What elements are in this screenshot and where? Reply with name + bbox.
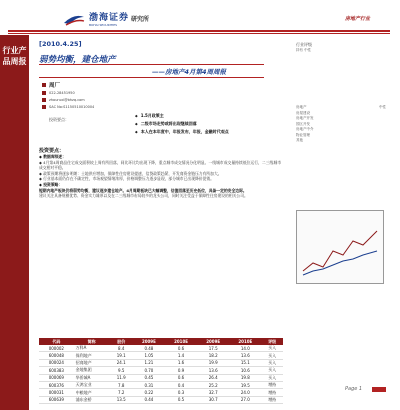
- table-cell: 13.5: [110, 396, 133, 403]
- table-cell: 增持: [261, 389, 283, 396]
- table-cell: 27.0: [229, 396, 261, 403]
- analyst-name: 周厂: [49, 83, 61, 89]
- rating-row: 其他: [296, 138, 303, 142]
- table-header: 2009E: [133, 338, 165, 345]
- certificate-icon: [42, 105, 46, 109]
- chart-decoration-icon: [297, 211, 383, 283]
- report-title: 弱势均衡，建仓地产: [39, 55, 116, 65]
- table-cell: 19.1: [110, 352, 133, 359]
- report-body: [39, 145, 281, 199]
- table-cell: 增持: [261, 381, 283, 388]
- page-accent-bar: [372, 387, 386, 392]
- rating-heading: 行业评级: [296, 42, 312, 47]
- table-cell: 中粮地产: [74, 389, 110, 396]
- table-cell: 13.6: [229, 352, 261, 359]
- rating-row: 房地产开发: [296, 116, 314, 120]
- table-cell: 华侨城A: [74, 374, 110, 381]
- section-subtitle: ◆ 数据库综述：: [39, 154, 67, 159]
- table-cell: 0.4: [165, 381, 197, 388]
- table-row: [39, 381, 283, 388]
- table-cell: 0.45: [133, 374, 165, 381]
- table-cell: 0.48: [133, 345, 165, 352]
- table-cell: 金地集团: [74, 367, 110, 374]
- body-paragraph-bold: 短期内地产板块仍将弱势均衡，建议逐步建仓地产。4月周期板块已大幅调整，估值回落至历史低位，具备一定的安全边际。: [39, 187, 247, 193]
- phone-icon: [42, 91, 46, 95]
- logo-mark-icon: [62, 11, 86, 27]
- table-cell: 浦东金桥: [74, 396, 110, 403]
- table-header: 2009E: [197, 338, 229, 345]
- table-cell: 600376: [39, 381, 74, 388]
- table-cell: 18.2: [197, 352, 229, 359]
- table-cell: 买入: [261, 374, 283, 381]
- table-cell: 0.6: [165, 345, 197, 352]
- rating-row: 房地产中介: [296, 127, 314, 131]
- logo-name-cn: 渤海证券: [89, 13, 130, 23]
- table-row: [39, 389, 283, 396]
- report-subtitle: ——房地产4月第4周周报: [152, 68, 227, 76]
- table-cell: 保利地产: [74, 352, 110, 359]
- table-cell: 8.4: [110, 345, 133, 352]
- table-cell: 0.44: [133, 396, 165, 403]
- table-cell: 600639: [39, 396, 74, 403]
- table-cell: 买入: [261, 359, 283, 366]
- body-paragraph: ◆ 行业基本面仍存在不确定性，市场观望情绪浓厚，价格调整压力逐步显现，部分城市已出现降价促销。: [39, 176, 214, 182]
- table-cell: 增持: [261, 396, 283, 403]
- table-cell: 600048: [39, 352, 74, 359]
- table-header: 2010E: [229, 338, 261, 345]
- body-paragraph: 建议关注具备规模优势、资金实力雄厚以及在二三线城市布局较多的龙头公司，同时关注受益于保障性住房建设的相关公司。: [39, 193, 248, 199]
- table-cell: 0.31: [133, 381, 165, 388]
- table-header: 评级: [261, 338, 283, 345]
- table-header: 代码: [39, 338, 74, 345]
- table-cell: 买入: [261, 352, 283, 359]
- table-cell: 32.7: [197, 389, 229, 396]
- body-paragraph: ◆ 政策预期将逐步明朗：土地供应增加，保障性住房建设提速，信贷政策趋紧，开发商资金链压力有所加大。: [39, 170, 222, 176]
- header-industry-tag: 房地产行业: [344, 16, 370, 22]
- table-cell: 买入: [261, 367, 283, 374]
- sidebar-chart-placeholder: [296, 210, 384, 284]
- report-date: [2010.4.25]: [39, 40, 82, 48]
- table-cell: 17.5: [197, 345, 229, 352]
- table-cell: 天鸿宝业: [74, 381, 110, 388]
- table-header: 简称: [74, 338, 110, 345]
- table-row: [39, 374, 283, 381]
- table-row: [39, 359, 283, 366]
- table-header: 2010E: [165, 338, 197, 345]
- table-cell: 19.8: [229, 374, 261, 381]
- table-cell: 1.6: [165, 359, 197, 366]
- title-rule: [39, 64, 264, 65]
- table-cell: 14.0: [229, 345, 261, 352]
- table-cell: 0.5: [165, 396, 197, 403]
- analyst-email[interactable]: zhouruxi@bhzq.com: [49, 98, 85, 102]
- key-points-list: [135, 112, 285, 136]
- table-cell: 买入: [261, 345, 283, 352]
- analyst-cert: SAC No:S1150510010004: [49, 105, 95, 109]
- table-cell: 000031: [39, 389, 74, 396]
- table-cell: 0.22: [133, 389, 165, 396]
- header-rule: [8, 30, 390, 32]
- email-icon: [42, 98, 46, 102]
- table-cell: 19.5: [229, 381, 261, 388]
- header-sub-label: 研究所: [131, 16, 150, 23]
- intro-label: 投资要点：: [49, 117, 69, 122]
- table-cell: 7.8: [110, 381, 133, 388]
- body-paragraph: ◆ 4月第4周商品住宅成交面积较上周有所回落，同比环比均出现下降，重点城市成交情况分化明显。一线城市成交量持续低位运行，二三线城市成交相对平稳。: [39, 159, 281, 171]
- header-rule-thin: [8, 33, 390, 34]
- rating-panel: [296, 42, 386, 144]
- sidebar: [0, 35, 29, 410]
- analyst-phone: 022-28451950: [49, 91, 75, 95]
- company-logo: [62, 10, 129, 27]
- sidebar-vertical-label: 行业产品周报: [2, 46, 27, 66]
- key-point: ◆ 本人在本年度中，年报发布，年报，金融时代观点: [135, 128, 285, 136]
- table-header-row: [39, 338, 283, 345]
- table-cell: 0.70: [133, 367, 165, 374]
- table-cell: 0.6: [165, 374, 197, 381]
- table-cell: 000002: [39, 345, 74, 352]
- rating-row: 房地产 中性: [296, 105, 386, 109]
- table-cell: 000069: [39, 374, 74, 381]
- table-row: [39, 396, 283, 403]
- table-cell: 0.9: [165, 367, 197, 374]
- section-title: 投资要点：: [39, 148, 65, 154]
- table-cell: 9.5: [110, 367, 133, 374]
- table-cell: 0.3: [165, 389, 197, 396]
- key-point: ◆ 二级市场走势或将出现继续回落: [135, 120, 285, 128]
- table-cell: 26.4: [197, 374, 229, 381]
- table-cell: 13.6: [197, 367, 229, 374]
- table-cell: 10.6: [229, 367, 261, 374]
- table-cell: 25.2: [197, 381, 229, 388]
- table-header: 股价: [110, 338, 133, 345]
- table-cell: 1.4: [165, 352, 197, 359]
- table-cell: 1.05: [133, 352, 165, 359]
- rating-row: 房屋建设: [296, 110, 310, 115]
- table-cell: 招商地产: [74, 359, 110, 366]
- logo-name-en: BOHAI SECURITIES: [89, 23, 118, 27]
- table-cell: 万科A: [74, 345, 110, 352]
- table-row: [39, 352, 283, 359]
- table-cell: 24.1: [110, 359, 133, 366]
- table-row: [39, 367, 283, 374]
- section-subtitle: ◆ 投资策略：: [39, 181, 63, 187]
- table-cell: 1.21: [133, 359, 165, 366]
- table-cell: 19.9: [197, 359, 229, 366]
- key-point: ◆ 1.5月政策主: [135, 112, 285, 120]
- table-cell: 15.1: [229, 359, 261, 366]
- page-number: Page 1: [345, 386, 363, 392]
- stock-table: [39, 338, 283, 404]
- rating-value: 持有 中性: [296, 47, 312, 52]
- table-cell: 30.7: [197, 396, 229, 403]
- analyst-icon: [42, 83, 46, 87]
- rating-row: 物业管理: [296, 132, 310, 137]
- subtitle-rule: [39, 77, 264, 78]
- table-row: [39, 345, 283, 352]
- table-cell: 24.0: [229, 389, 261, 396]
- table-cell: 11.9: [110, 374, 133, 381]
- table-cell: 600383: [39, 367, 74, 374]
- rating-row: 园区开发: [296, 121, 310, 126]
- table-cell: 000024: [39, 359, 74, 366]
- table-cell: 7.2: [110, 389, 133, 396]
